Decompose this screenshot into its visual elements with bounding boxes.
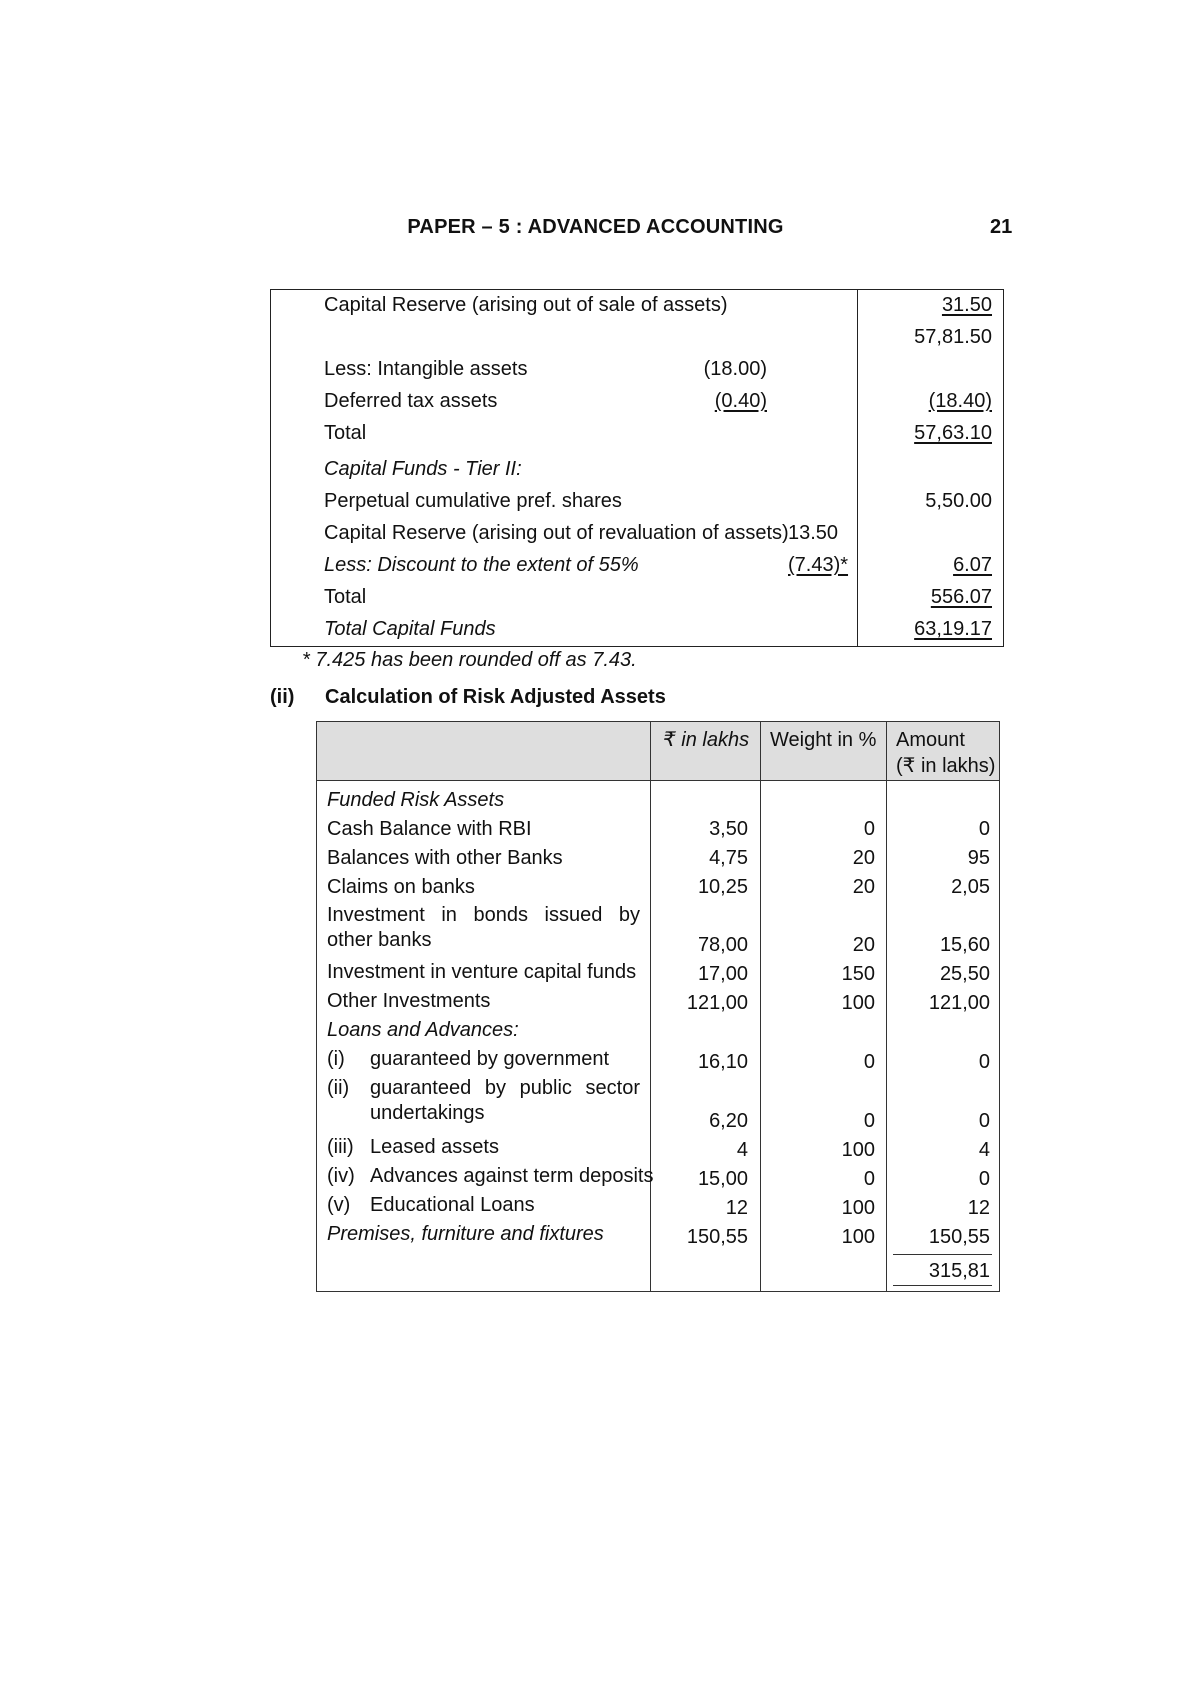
table-row-label: Cash Balance with RBI bbox=[327, 818, 532, 840]
loan-num: (v) bbox=[327, 1194, 351, 1216]
deferred-tax-label: Deferred tax assets bbox=[324, 390, 498, 412]
tier2-heading: Capital Funds - Tier II: bbox=[324, 458, 522, 480]
table-row-lakhs: 78,00 bbox=[697, 934, 748, 956]
revaluation-value: 13.50 bbox=[788, 522, 839, 544]
table-row-label: Investment in venture capital funds bbox=[327, 961, 637, 983]
deferred-tax-value: (0.40) bbox=[714, 390, 767, 412]
loan-amount: 0 bbox=[978, 1051, 990, 1073]
table-row-label: Claims on banks bbox=[327, 876, 475, 898]
loan-weight: 0 bbox=[863, 1168, 875, 1190]
header-amount-line1: Amount bbox=[896, 729, 965, 751]
loan-weight: 0 bbox=[863, 1051, 875, 1073]
loan-weight: 100 bbox=[841, 1197, 875, 1219]
capital-funds-column-divider bbox=[857, 289, 858, 647]
page-header-title: PAPER – 5 : ADVANCED ACCOUNTING bbox=[407, 216, 784, 238]
loan-label: Leased assets bbox=[370, 1136, 499, 1158]
table-row-weight: 0 bbox=[863, 818, 875, 840]
table-row-lakhs: 3,50 bbox=[709, 818, 748, 840]
deferred-tax-amount: (18.40) bbox=[928, 390, 992, 412]
loan-label: guaranteed by public sector undertakings bbox=[370, 1077, 640, 1124]
less-intangible-label: Less: Intangible assets bbox=[324, 358, 528, 380]
table-row-weight: 150 bbox=[841, 963, 875, 985]
header-amount-line2: (₹ in lakhs) bbox=[896, 755, 996, 777]
total-capital-amount: 63,19.17 bbox=[914, 618, 992, 640]
loan-weight: 100 bbox=[841, 1139, 875, 1161]
table-row-amount: 0 bbox=[978, 818, 990, 840]
table-row-lakhs: 17,00 bbox=[697, 963, 748, 985]
loan-label: guaranteed by government bbox=[370, 1048, 610, 1070]
revaluation-label: Capital Reserve (arising out of revaluation of assets) bbox=[324, 522, 789, 544]
table-row-lakhs: 4,75 bbox=[709, 847, 748, 869]
premises-lakhs: 150,55 bbox=[686, 1226, 748, 1248]
capital-reserve-sale-label: Capital Reserve (arising out of sale of assets) bbox=[324, 294, 728, 316]
funded-heading: Funded Risk Assets bbox=[327, 789, 505, 811]
total2-amount: 556.07 bbox=[930, 586, 992, 608]
loan-amount: 4 bbox=[978, 1139, 990, 1161]
section-number: (ii) bbox=[270, 686, 295, 708]
table-row-amount: 121,00 bbox=[928, 992, 990, 1014]
premises-label: Premises, furniture and fixtures bbox=[327, 1223, 604, 1245]
loan-amount: 0 bbox=[978, 1110, 990, 1132]
loan-label: Advances against term deposits bbox=[370, 1165, 654, 1187]
capital-reserve-sale-amount: 31.50 bbox=[941, 294, 992, 316]
loan-num: (iv) bbox=[327, 1165, 355, 1187]
loan-lakhs: 16,10 bbox=[697, 1051, 748, 1073]
discount-amount: 6.07 bbox=[953, 554, 992, 576]
less-intangible-value: (18.00) bbox=[703, 358, 767, 380]
total-rule-bottom bbox=[893, 1285, 992, 1286]
loan-amount: 0 bbox=[978, 1168, 990, 1190]
table-row-amount: 25,50 bbox=[939, 963, 990, 985]
table-row-weight: 20 bbox=[852, 847, 875, 869]
loans-heading: Loans and Advances: bbox=[327, 1019, 519, 1041]
table-row-amount: 2,05 bbox=[951, 876, 990, 898]
table-row-weight: 100 bbox=[841, 992, 875, 1014]
loan-lakhs: 15,00 bbox=[697, 1168, 748, 1190]
table-row-weight: 20 bbox=[852, 876, 875, 898]
total1-label: Total bbox=[324, 422, 367, 444]
risk-table-col-divider-2 bbox=[760, 721, 761, 1292]
section-title: Calculation of Risk Adjusted Assets bbox=[325, 686, 666, 708]
loan-lakhs: 6,20 bbox=[709, 1110, 748, 1132]
header-weight: Weight in % bbox=[770, 729, 877, 751]
table-row-label: Balances with other Banks bbox=[327, 847, 563, 869]
total2-label: Total bbox=[324, 586, 367, 608]
header-lakhs: ₹ in lakhs bbox=[663, 729, 750, 751]
loan-num: (iii) bbox=[327, 1136, 354, 1158]
total-rule-top bbox=[893, 1254, 992, 1255]
table-row-label: Investment in bonds issued by other banks bbox=[327, 904, 640, 951]
premises-weight: 100 bbox=[841, 1226, 875, 1248]
perpetual-pref-label: Perpetual cumulative pref. shares bbox=[324, 490, 622, 512]
table-row-amount: 95 bbox=[967, 847, 990, 869]
loan-lakhs: 4 bbox=[736, 1139, 748, 1161]
loan-num: (i) bbox=[327, 1048, 345, 1070]
total-amount: 315,81 bbox=[928, 1260, 990, 1282]
table-row-lakhs: 10,25 bbox=[697, 876, 748, 898]
risk-table-col-divider-3 bbox=[886, 721, 887, 1292]
loan-amount: 12 bbox=[967, 1197, 990, 1219]
loan-num: (ii) bbox=[327, 1077, 350, 1099]
discount-label: Less: Discount to the extent of 55% bbox=[324, 554, 639, 576]
risk-table-header-rule bbox=[316, 780, 1000, 781]
table-row-weight: 20 bbox=[852, 934, 875, 956]
table-row-label: Other Investments bbox=[327, 990, 491, 1012]
perpetual-pref-amount: 5,50.00 bbox=[925, 490, 992, 512]
loan-weight: 0 bbox=[863, 1110, 875, 1132]
loan-label: Educational Loans bbox=[370, 1194, 535, 1216]
table-row-lakhs: 121,00 bbox=[686, 992, 748, 1014]
total1-amount: 57,63.10 bbox=[914, 422, 992, 444]
loan-lakhs: 12 bbox=[725, 1197, 748, 1219]
table-row-amount: 15,60 bbox=[939, 934, 990, 956]
premises-amount: 150,55 bbox=[928, 1226, 990, 1248]
page-number: 21 bbox=[990, 216, 1013, 238]
subtotal-amount: 57,81.50 bbox=[914, 326, 992, 348]
total-capital-label: Total Capital Funds bbox=[324, 618, 496, 640]
discount-value: (7.43)* bbox=[788, 554, 849, 576]
risk-table-col-divider-1 bbox=[650, 721, 651, 1292]
footnote: * 7.425 has been rounded off as 7.43. bbox=[302, 649, 637, 671]
